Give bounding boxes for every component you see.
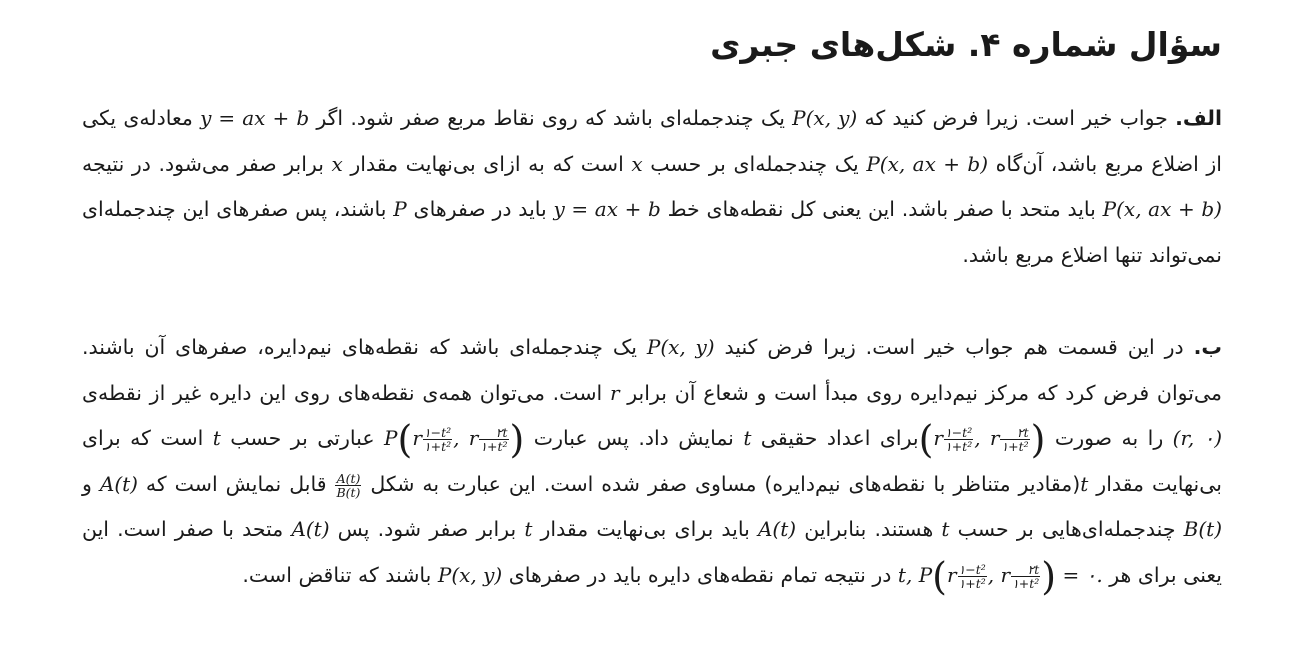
math-point-r0: (r, ۰) <box>1172 426 1222 450</box>
part-b-text: برای اعداد حقیقی <box>751 426 919 450</box>
math-Pxy: P(x, y) <box>437 562 503 587</box>
math-t: t <box>941 517 950 541</box>
part-b-text: باید برای بی‌نهایت مقدار <box>532 517 758 541</box>
fraction: $\frac{۲t}{\text{۱+t²}}$ <box>480 425 508 454</box>
part-b-paragraph <box>82 325 1222 598</box>
part-b-text: قابل نمایش است که <box>137 471 335 496</box>
part-a-label: الف. <box>1175 106 1222 130</box>
part-b-text: در این قسمت هم جواب خیر است. زیرا فرض کنید <box>714 335 1194 359</box>
math-t: t <box>743 426 752 450</box>
part-b-label: ب. <box>1193 335 1222 359</box>
part-a-text: است که به ازای بی‌نهایت مقدار <box>342 151 632 176</box>
fraction: $\frac{۲t}{\text{۱+t²}}$ <box>1012 561 1040 591</box>
fraction: $\frac{A(t)}{B(t)}$ <box>336 470 361 500</box>
math-t: t <box>212 426 221 450</box>
math-P-param: P(r $\frac{\text{۱−t²}}{\text{۱+t²}}$ , r $\frac{۲t}{\text{۱+t²}}$ ) <box>384 417 525 462</box>
fraction: $\frac{\text{۱−t²}}{\text{۱+t²}}$ <box>944 425 973 454</box>
part-b-text: برابر صفر شود. پس <box>329 517 525 541</box>
part-b-text: نمایش داد. پس عبارت <box>524 426 744 450</box>
part-b-text: را به صورت <box>1045 426 1173 450</box>
question-title: سؤال شماره ۴. شکل‌های جبری <box>710 25 1222 64</box>
math-param-point: (r $\frac{\text{۱−t²}}{\text{۱+t²}}$ , r $\frac{۲t}{\text{۱+t²}}$ ) <box>918 417 1046 462</box>
part-b-text: متحد با صفر است. این یعنی برای هر <box>82 517 1222 587</box>
part-a-paragraph <box>82 96 1222 278</box>
part-a-text: یک چندجمله‌ای باشد که روی نقاط مربع صفر شود. اگر <box>309 106 793 130</box>
math-P: P <box>393 197 407 221</box>
math-Pxy: P(x, y) <box>792 106 858 130</box>
part-b-text: و <box>82 471 100 496</box>
fraction: $\frac{\text{۱−t²}}{\text{۱+t²}}$ <box>958 561 986 591</box>
part-a-text: برابر صفر می‌شود. در نتیجه <box>82 151 332 176</box>
math-t: t <box>1080 471 1089 496</box>
fraction: $\frac{۲t}{\text{۱+t²}}$ <box>1001 425 1029 454</box>
part-b-text: است که برای بی‌نهایت مقدار <box>82 426 1222 496</box>
part-b-text: (مقادیر متناظر با نقطه‌های نیم‌دایره) مساوی صفر شده است. این عبارت به شکل <box>362 471 1081 496</box>
math-line-eq: y = ax + b <box>553 197 661 221</box>
math-ratio-AB <box>334 470 362 500</box>
math-P-on-line: P(x, ax + b) <box>1102 197 1222 221</box>
part-a-text: جواب خیر است. زیرا فرض کنید که <box>857 106 1176 130</box>
math-P-on-line: P(x, ax + b) <box>866 151 989 176</box>
math-Bt: B(t) <box>1183 517 1222 541</box>
math-x: x <box>631 151 643 176</box>
math-r: r <box>609 380 620 405</box>
part-b-text: است. می‌توان همه‌ی نقطه‌های روی این دایره غیر از نقطه‌ی <box>82 380 610 405</box>
part-b-text: باشند که تناقض است. <box>242 562 438 587</box>
math-At: A(t) <box>291 517 330 541</box>
math-line-eq: y = ax + b <box>200 106 310 130</box>
part-a-text: باید در صفرهای <box>406 197 554 221</box>
part-b-text: چندجمله‌ای‌هایی بر حسب <box>949 517 1184 541</box>
math-P-param-zero: t, P(r $\frac{\text{۱−t²}}{\text{۱+t²}}$ , r $\frac{۲t}{\text{۱+t²}}$ ) = ۰. <box>897 554 1103 598</box>
part-b-text: عبارتی بر حسب <box>220 426 385 450</box>
part-a-text: معادله‌ی یکی از اضلاع مربع باشد، آن‌گاه <box>82 106 1222 176</box>
math-t: t <box>524 517 533 541</box>
part-b-text: یک چندجمله‌ای باشد که نقطه‌های نیم‌دایره، صفرهای آن باشند. می‌توان فرض کرد که مرکز نیم‌دایره روی مبدأ است و شعاع آن برابر <box>82 335 1223 405</box>
fraction: $\frac{\text{۱−t²}}{\text{۱+t²}}$ <box>423 425 452 454</box>
math-At: A(t) <box>757 517 797 541</box>
part-b-text: هستند. بنابراین <box>796 517 942 541</box>
part-a-text: یک چندجمله‌ای بر حسب <box>642 151 867 176</box>
part-a-text: باشند، پس صفرهای این چندجمله‌ای نمی‌تواند تنها اضلاع مربع باشد. <box>82 197 1222 267</box>
math-At: A(t) <box>99 471 138 496</box>
math-x: x <box>331 151 343 176</box>
part-b-text: در نتیجه تمام نقطه‌های دایره باید در صفرهای <box>502 562 898 587</box>
math-Pxy: P(x, y) <box>646 335 715 359</box>
part-a-text: باید متحد با صفر باشد. این یعنی کل نقطه‌های خط <box>660 197 1103 221</box>
